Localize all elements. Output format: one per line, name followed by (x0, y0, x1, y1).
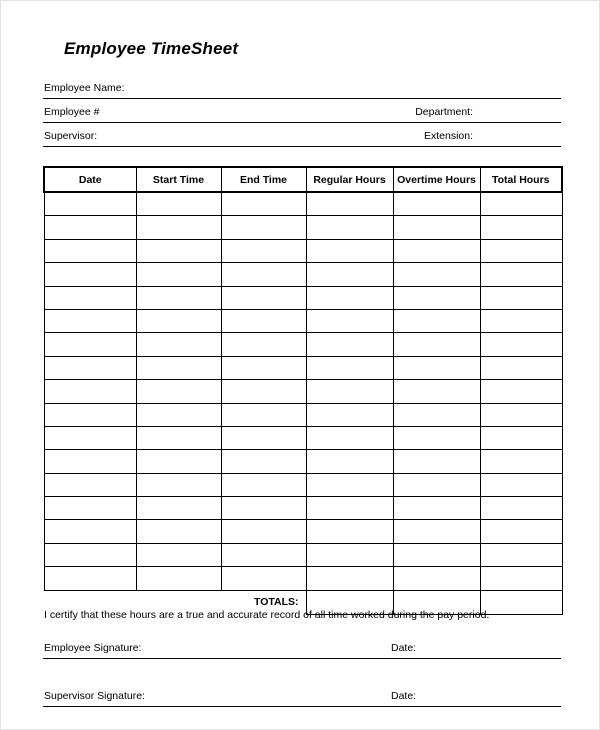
table-cell[interactable] (221, 497, 306, 520)
table-cell[interactable] (44, 263, 136, 286)
table-cell[interactable] (44, 192, 136, 216)
supervisor-signature-label: Supervisor Signature: (44, 690, 145, 702)
signature-row-employee (43, 633, 561, 659)
table-row (44, 567, 562, 590)
table-cell[interactable] (306, 497, 393, 520)
table-cell[interactable] (306, 192, 393, 216)
table-cell[interactable] (44, 543, 136, 566)
table-header-row (44, 167, 562, 192)
column-header-end-time: End Time (221, 167, 306, 192)
table-row (44, 309, 562, 332)
table-cell[interactable] (480, 263, 562, 286)
table-cell[interactable] (306, 450, 393, 473)
table-cell[interactable] (480, 543, 562, 566)
table-cell[interactable] (44, 497, 136, 520)
table-row (44, 473, 562, 496)
table-cell[interactable] (44, 567, 136, 590)
extension-label: Extension: (423, 130, 473, 142)
table-cell[interactable] (221, 450, 306, 473)
table-cell[interactable] (221, 426, 306, 449)
employee-signature-date-label: Date: (391, 642, 417, 654)
table-cell[interactable] (136, 216, 221, 239)
table-cell[interactable] (221, 520, 306, 543)
table-cell[interactable] (221, 333, 306, 356)
table-cell[interactable] (44, 426, 136, 449)
table-cell[interactable] (136, 333, 221, 356)
table-cell[interactable] (306, 520, 393, 543)
table-cell[interactable] (393, 333, 480, 356)
table-cell[interactable] (393, 263, 480, 286)
table-cell[interactable] (393, 239, 480, 262)
signature-section (43, 633, 561, 707)
header-fields (43, 75, 561, 147)
table-cell[interactable] (480, 403, 562, 426)
table-cell[interactable] (393, 567, 480, 590)
column-header-start-time: Start Time (136, 167, 221, 192)
table-cell[interactable] (136, 497, 221, 520)
table-cell[interactable] (480, 567, 562, 590)
table-cell[interactable] (393, 543, 480, 566)
table-cell[interactable] (306, 403, 393, 426)
table-cell[interactable] (480, 520, 562, 543)
employee-signature-label: Employee Signature: (44, 642, 142, 654)
table-cell[interactable] (393, 380, 480, 403)
table-cell[interactable] (136, 263, 221, 286)
table-cell[interactable] (136, 380, 221, 403)
table-row (44, 403, 562, 426)
totals-label: TOTALS: (253, 596, 299, 609)
table-cell[interactable] (136, 520, 221, 543)
table-cell[interactable] (44, 380, 136, 403)
table-row (44, 263, 562, 286)
table-cell[interactable] (480, 333, 562, 356)
column-header-overtime-hours: Overtime Hours (393, 167, 480, 192)
employee-number-label: Employee # (44, 106, 100, 118)
table-cell[interactable] (480, 473, 562, 496)
table-cell[interactable] (221, 403, 306, 426)
table-cell[interactable] (136, 286, 221, 309)
table-cell[interactable] (221, 286, 306, 309)
table-cell[interactable] (221, 567, 306, 590)
column-header-date: Date (44, 167, 136, 192)
table-cell[interactable] (306, 263, 393, 286)
table-cell[interactable] (393, 309, 480, 332)
table-cell[interactable] (136, 356, 221, 379)
table-row (44, 543, 562, 566)
table-cell[interactable] (306, 543, 393, 566)
table-cell[interactable] (221, 543, 306, 566)
table-cell[interactable] (306, 356, 393, 379)
table-row (44, 520, 562, 543)
table-cell[interactable] (221, 380, 306, 403)
totals-total-hours-cell[interactable] (480, 590, 562, 614)
table-cell[interactable] (393, 426, 480, 449)
table-cell[interactable] (306, 333, 393, 356)
table-row (44, 286, 562, 309)
table-cell[interactable] (44, 356, 136, 379)
table-row (44, 333, 562, 356)
table-cell[interactable] (480, 497, 562, 520)
table-body (44, 192, 562, 590)
table-cell[interactable] (136, 567, 221, 590)
table-cell[interactable] (306, 216, 393, 239)
table-cell[interactable] (306, 567, 393, 590)
table-cell[interactable] (306, 380, 393, 403)
column-header-total-hours: Total Hours (480, 167, 562, 192)
table-cell[interactable] (136, 473, 221, 496)
table-cell[interactable] (44, 286, 136, 309)
table-cell[interactable] (480, 239, 562, 262)
signature-spacer (43, 659, 561, 681)
table-cell[interactable] (44, 309, 136, 332)
employee-name-label: Employee Name: (44, 82, 125, 94)
table-cell[interactable] (44, 520, 136, 543)
table-cell[interactable] (44, 216, 136, 239)
column-header-regular-hours: Regular Hours (306, 167, 393, 192)
table-cell[interactable] (393, 450, 480, 473)
table-cell[interactable] (136, 543, 221, 566)
table-cell[interactable] (480, 286, 562, 309)
supervisor-signature-date-label: Date: (391, 690, 417, 702)
field-row-supervisor (43, 123, 561, 147)
table-row (44, 380, 562, 403)
table-cell[interactable] (393, 192, 480, 216)
table-cell[interactable] (480, 380, 562, 403)
table-cell[interactable] (306, 473, 393, 496)
field-row-employee-number (43, 99, 561, 123)
table-cell[interactable] (480, 216, 562, 239)
table-cell[interactable] (44, 239, 136, 262)
table-cell[interactable] (136, 450, 221, 473)
certification-statement: I certify that these hours are a true and accurate record of all time worked during the pay period. (44, 609, 490, 621)
signature-row-supervisor (43, 681, 561, 707)
table-cell[interactable] (44, 403, 136, 426)
table-row (44, 450, 562, 473)
table-cell[interactable] (306, 426, 393, 449)
table-row (44, 192, 562, 216)
table-cell[interactable] (393, 286, 480, 309)
table-cell[interactable] (44, 473, 136, 496)
table-cell[interactable] (221, 356, 306, 379)
table-cell[interactable] (136, 309, 221, 332)
table-cell[interactable] (221, 216, 306, 239)
page-title: Employee TimeSheet (64, 39, 239, 58)
table-cell[interactable] (306, 309, 393, 332)
table-cell[interactable] (393, 520, 480, 543)
table-cell[interactable] (44, 450, 136, 473)
table-cell[interactable] (44, 333, 136, 356)
table-cell[interactable] (480, 192, 562, 216)
table-cell[interactable] (480, 450, 562, 473)
table-cell[interactable] (393, 473, 480, 496)
table-row (44, 356, 562, 379)
table-cell[interactable] (136, 239, 221, 262)
supervisor-label: Supervisor: (44, 130, 98, 142)
table-cell[interactable] (221, 263, 306, 286)
table-row (44, 497, 562, 520)
table-cell[interactable] (393, 497, 480, 520)
table-cell[interactable] (480, 309, 562, 332)
table-cell[interactable] (136, 426, 221, 449)
table-cell[interactable] (480, 356, 562, 379)
table-cell[interactable] (221, 192, 306, 216)
table-cell[interactable] (393, 403, 480, 426)
field-row-employee-name (43, 75, 561, 99)
department-label: Department: (415, 106, 473, 118)
table-row (44, 239, 562, 262)
table-cell[interactable] (480, 426, 562, 449)
table-row (44, 426, 562, 449)
table-row (44, 216, 562, 239)
table-cell[interactable] (221, 309, 306, 332)
table-cell[interactable] (306, 239, 393, 262)
table-cell[interactable] (221, 473, 306, 496)
table-cell[interactable] (221, 239, 306, 262)
table-cell[interactable] (136, 403, 221, 426)
table-cell[interactable] (306, 286, 393, 309)
table-cell[interactable] (393, 216, 480, 239)
table-cell[interactable] (393, 356, 480, 379)
timesheet-table (43, 166, 563, 615)
table-cell[interactable] (136, 192, 221, 216)
